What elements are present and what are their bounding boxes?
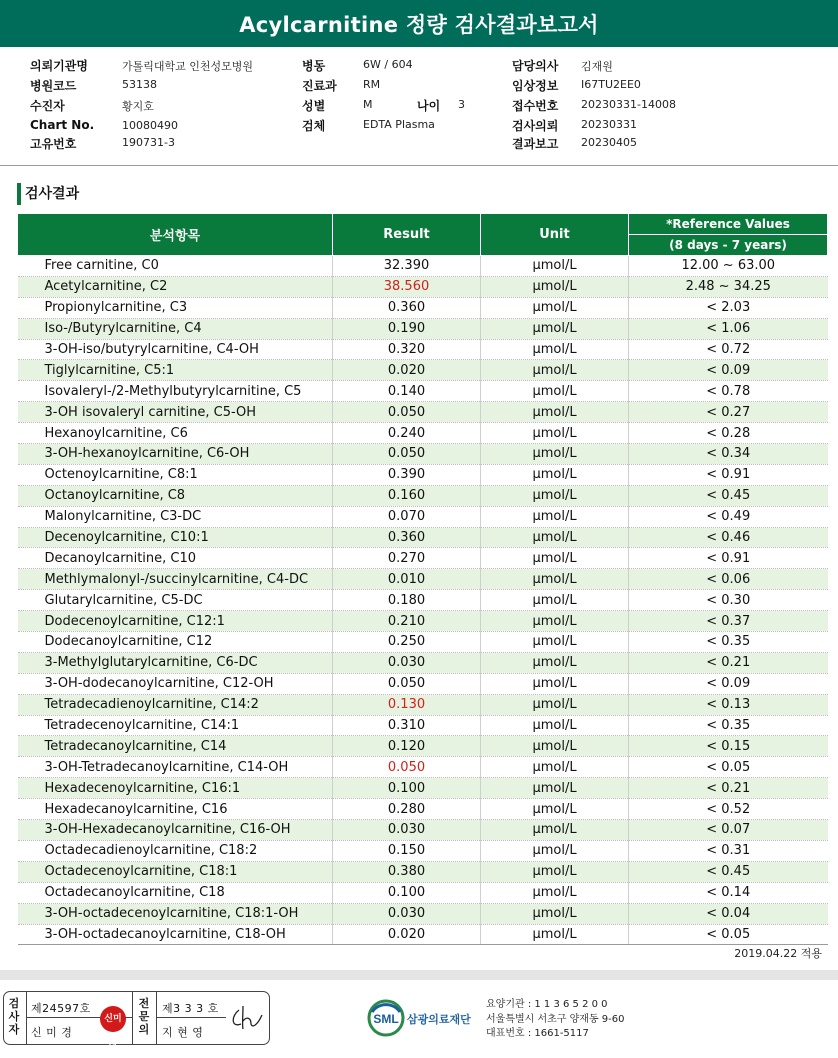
patient-value: 황지호 — [122, 100, 154, 113]
result-value: 0.160 — [333, 485, 481, 506]
unit-value: μmol/L — [481, 276, 629, 297]
analyte-name: Iso-/Butyrylcarnitine, C4 — [18, 318, 333, 339]
unit-value: μmol/L — [481, 444, 629, 465]
request-date-label: 검사의뢰 — [512, 119, 559, 133]
result-value: 0.030 — [333, 652, 481, 673]
unit-value: μmol/L — [481, 715, 629, 736]
result-value: 0.280 — [333, 799, 481, 820]
results-table — [17, 213, 828, 945]
analyte-name: 3-OH-Tetradecanoylcarnitine, C14-OH — [18, 757, 333, 778]
department-label: 진료과 — [302, 79, 337, 93]
result-value: 0.150 — [333, 840, 481, 861]
reference-value: < 0.91 — [629, 464, 828, 485]
analyte-name: Propionylcarnitine, C3 — [18, 297, 333, 318]
analyte-name: Octadecadienoylcarnitine, C18:2 — [18, 840, 333, 861]
unit-value: μmol/L — [481, 882, 629, 903]
result-value: 0.190 — [333, 318, 481, 339]
report-title: Acylcarnitine 정량 검사결과보고서 — [0, 0, 838, 47]
care-institution-number: 요양기관 : 1 1 3 6 5 2 0 0 — [486, 999, 608, 1010]
column-header-item: 분석항목 — [18, 214, 333, 256]
receipt-no-value: 20230331-14008 — [581, 98, 676, 111]
reference-value: < 0.30 — [629, 590, 828, 611]
table-row — [18, 673, 828, 694]
table-row — [18, 694, 828, 715]
result-value: 0.140 — [333, 381, 481, 402]
analyte-name: Hexadecanoylcarnitine, C16 — [18, 799, 333, 820]
analyte-name: Decenoylcarnitine, C10:1 — [18, 527, 333, 548]
result-value: 0.100 — [333, 778, 481, 799]
reviewer-label-divider — [156, 992, 157, 1044]
result-value: 0.380 — [333, 861, 481, 882]
chart-no-value: 10080490 — [122, 119, 178, 132]
reference-value: < 0.06 — [629, 569, 828, 590]
box-divider — [132, 992, 133, 1044]
analyte-name: 3-OH-hexanoylcarnitine, C6-OH — [18, 444, 333, 465]
table-row — [18, 548, 828, 569]
column-header-reference: *Reference Values — [629, 214, 828, 235]
reference-value: < 0.45 — [629, 861, 828, 882]
reference-value: < 0.52 — [629, 799, 828, 820]
footer-band — [0, 970, 838, 980]
contact-block — [486, 998, 625, 1042]
analyte-name: Octadecenoylcarnitine, C18:1 — [18, 861, 333, 882]
table-row — [18, 339, 828, 360]
result-value: 38.560 — [333, 276, 481, 297]
result-value: 0.020 — [333, 924, 481, 945]
unit-value: μmol/L — [481, 778, 629, 799]
unit-value: μmol/L — [481, 360, 629, 381]
reference-value: < 0.49 — [629, 506, 828, 527]
reference-value: < 0.37 — [629, 611, 828, 632]
reference-value: < 0.35 — [629, 632, 828, 653]
sex-label: 성별 — [302, 99, 326, 113]
table-row — [18, 464, 828, 485]
analyte-name: 3-OH-octadecanoylcarnitine, C18-OH — [18, 924, 333, 945]
analyte-name: Dodecanoylcarnitine, C12 — [18, 632, 333, 653]
sex-value: M — [363, 98, 373, 111]
clinical-info-label: 임상정보 — [512, 79, 559, 93]
unit-value: μmol/L — [481, 820, 629, 841]
analyte-name: Malonylcarnitine, C3-DC — [18, 506, 333, 527]
reference-value: < 0.07 — [629, 820, 828, 841]
analyte-name: Dodecenoylcarnitine, C12:1 — [18, 611, 333, 632]
doctor-value: 김재원 — [581, 60, 613, 73]
doctor-label: 담당의사 — [512, 59, 559, 73]
reference-value: < 2.03 — [629, 297, 828, 318]
analyte-name: 3-OH-octadecenoylcarnitine, C18:1-OH — [18, 903, 333, 924]
unit-value: μmol/L — [481, 527, 629, 548]
result-value: 0.360 — [333, 297, 481, 318]
reference-value: < 0.45 — [629, 485, 828, 506]
column-header-result: Result — [333, 214, 481, 256]
table-row — [18, 360, 828, 381]
unit-value: μmol/L — [481, 840, 629, 861]
reference-value: < 0.09 — [629, 360, 828, 381]
reference-value: < 0.14 — [629, 882, 828, 903]
unit-value: μmol/L — [481, 381, 629, 402]
result-value: 0.250 — [333, 632, 481, 653]
tester-label: 검사자 — [8, 997, 20, 1036]
table-row — [18, 444, 828, 465]
reference-value: < 0.28 — [629, 423, 828, 444]
analyte-name: Free carnitine, C0 — [18, 256, 333, 277]
table-row — [18, 820, 828, 841]
unit-value: μmol/L — [481, 673, 629, 694]
unit-value: μmol/L — [481, 799, 629, 820]
department-value: RM — [363, 78, 381, 91]
table-row — [18, 652, 828, 673]
unique-no-value: 190731-3 — [122, 136, 175, 149]
sml-logo-icon — [366, 998, 406, 1038]
analyte-name: Glutarylcarnitine, C5-DC — [18, 590, 333, 611]
logo-text: 삼광의료재단 — [407, 1013, 471, 1026]
unit-value: μmol/L — [481, 861, 629, 882]
tester-name: 신 미 경 — [31, 1026, 73, 1039]
unit-value: μmol/L — [481, 423, 629, 444]
column-header-reference-range: (8 days - 7 years) — [629, 235, 828, 256]
analyte-name: Tetradecanoylcarnitine, C14 — [18, 736, 333, 757]
unit-value: μmol/L — [481, 632, 629, 653]
table-row — [18, 276, 828, 297]
reference-value: < 0.04 — [629, 903, 828, 924]
result-value: 0.360 — [333, 527, 481, 548]
table-row — [18, 527, 828, 548]
specimen-label: 검체 — [302, 119, 326, 133]
report-date-value: 20230405 — [581, 136, 637, 149]
unit-value: μmol/L — [481, 736, 629, 757]
analyte-name: 3-Methylglutarylcarnitine, C6-DC — [18, 652, 333, 673]
reference-value: < 0.35 — [629, 715, 828, 736]
analyte-name: 3-OH isovaleryl carnitine, C5-OH — [18, 402, 333, 423]
unit-value: μmol/L — [481, 464, 629, 485]
result-value: 0.210 — [333, 611, 481, 632]
unit-value: μmol/L — [481, 485, 629, 506]
result-value: 0.020 — [333, 360, 481, 381]
unit-value: μmol/L — [481, 548, 629, 569]
table-row — [18, 590, 828, 611]
unit-value: μmol/L — [481, 924, 629, 945]
result-value: 0.390 — [333, 464, 481, 485]
signature-box — [3, 991, 270, 1050]
analyte-name: Tetradecadienoylcarnitine, C14:2 — [18, 694, 333, 715]
reference-value: < 0.27 — [629, 402, 828, 423]
reference-value: 2.48 ~ 34.25 — [629, 276, 828, 297]
table-row — [18, 485, 828, 506]
logo-abbr: SML — [373, 1012, 399, 1026]
table-row — [18, 402, 828, 423]
unit-value: μmol/L — [481, 402, 629, 423]
analyte-name: Isovaleryl-/2-Methylbutyrylcarnitine, C5 — [18, 381, 333, 402]
unit-value: μmol/L — [481, 590, 629, 611]
reference-value: < 0.13 — [629, 694, 828, 715]
reference-value: < 0.09 — [629, 673, 828, 694]
result-value: 0.050 — [333, 402, 481, 423]
reviewer-row-divider — [156, 1017, 226, 1018]
result-value: 0.050 — [333, 444, 481, 465]
unit-value: μmol/L — [481, 318, 629, 339]
tester-label-divider — [26, 992, 27, 1044]
analyte-name: Decanoylcarnitine, C10 — [18, 548, 333, 569]
reference-value: 12.00 ~ 63.00 — [629, 256, 828, 277]
unit-value: μmol/L — [481, 903, 629, 924]
result-value: 0.310 — [333, 715, 481, 736]
tester-seal-stamp: 신미경 — [100, 1006, 126, 1032]
table-row — [18, 297, 828, 318]
unit-value: μmol/L — [481, 757, 629, 778]
table-row — [18, 778, 828, 799]
receipt-no-label: 접수번호 — [512, 99, 559, 113]
unit-value: μmol/L — [481, 297, 629, 318]
result-value: 0.050 — [333, 757, 481, 778]
patient-info-block — [0, 55, 838, 151]
reference-value: < 0.15 — [629, 736, 828, 757]
institution-value: 가톨릭대학교 인천성모병원 — [122, 60, 254, 73]
analyte-name: Hexadecenoylcarnitine, C16:1 — [18, 778, 333, 799]
table-row — [18, 799, 828, 820]
table-row — [18, 611, 828, 632]
unit-value: μmol/L — [481, 694, 629, 715]
reference-value: < 0.21 — [629, 652, 828, 673]
analyte-name: Octenoylcarnitine, C8:1 — [18, 464, 333, 485]
table-row — [18, 861, 828, 882]
table-row — [18, 569, 828, 590]
analyte-name: Tetradecenoylcarnitine, C14:1 — [18, 715, 333, 736]
hospital-code-label: 병원코드 — [30, 79, 77, 93]
ward-value: 6W / 604 — [363, 58, 413, 71]
reference-value: < 0.34 — [629, 444, 828, 465]
unique-no-label: 고유번호 — [30, 137, 77, 151]
result-value: 0.120 — [333, 736, 481, 757]
result-value: 0.180 — [333, 590, 481, 611]
result-value: 0.070 — [333, 506, 481, 527]
unit-value: μmol/L — [481, 569, 629, 590]
table-row — [18, 381, 828, 402]
patient-label: 수진자 — [30, 99, 65, 113]
analyte-name: Octanoylcarnitine, C8 — [18, 485, 333, 506]
analyte-name: Acetylcarnitine, C2 — [18, 276, 333, 297]
reference-value: < 0.46 — [629, 527, 828, 548]
analyte-name: 3-OH-dodecanoylcarnitine, C12-OH — [18, 673, 333, 694]
unit-value: μmol/L — [481, 652, 629, 673]
report-date-label: 결과보고 — [512, 137, 559, 151]
applied-date-note: 2019.04.22 적용 — [734, 947, 822, 960]
table-row — [18, 903, 828, 924]
clinical-info-value: I67TU2EE0 — [581, 78, 641, 91]
request-date-value: 20230331 — [581, 118, 637, 131]
unit-value: μmol/L — [481, 339, 629, 360]
reviewer-license: 제3 3 3 호 — [162, 1002, 219, 1015]
tester-license: 제24597호 — [31, 1002, 91, 1015]
phone-number: 대표번호 : 1661-5117 — [486, 1028, 589, 1039]
results-body — [18, 256, 828, 945]
ward-label: 병동 — [302, 59, 326, 73]
result-value: 0.240 — [333, 423, 481, 444]
section-title: 검사결과 — [25, 186, 80, 202]
institution-label: 의뢰기관명 — [30, 59, 88, 73]
result-value: 0.050 — [333, 673, 481, 694]
reference-value: < 0.91 — [629, 548, 828, 569]
analyte-name: Tiglylcarnitine, C5:1 — [18, 360, 333, 381]
table-row — [18, 715, 828, 736]
table-row — [18, 736, 828, 757]
table-row — [18, 423, 828, 444]
result-value: 0.030 — [333, 820, 481, 841]
table-row — [18, 256, 828, 277]
reference-value: < 0.72 — [629, 339, 828, 360]
analyte-name: 3-OH-iso/butyrylcarnitine, C4-OH — [18, 339, 333, 360]
analyte-name: Octadecanoylcarnitine, C18 — [18, 882, 333, 903]
header-divider — [0, 165, 838, 166]
unit-value: μmol/L — [481, 506, 629, 527]
age-value: 3 — [458, 98, 465, 111]
analyte-name: Methlymalonyl-/succinylcarnitine, C4-DC — [18, 569, 333, 590]
reviewer-signature — [229, 1002, 265, 1032]
unit-value: μmol/L — [481, 611, 629, 632]
result-value: 0.130 — [333, 694, 481, 715]
reference-value: < 0.05 — [629, 757, 828, 778]
result-value: 0.010 — [333, 569, 481, 590]
table-row — [18, 924, 828, 945]
unit-value: μmol/L — [481, 256, 629, 277]
reference-value: < 0.31 — [629, 840, 828, 861]
reference-value: < 0.21 — [629, 778, 828, 799]
table-row — [18, 840, 828, 861]
result-value: 0.270 — [333, 548, 481, 569]
reference-value: < 0.05 — [629, 924, 828, 945]
result-value: 32.390 — [333, 256, 481, 277]
reference-value: < 0.78 — [629, 381, 828, 402]
table-row — [18, 632, 828, 653]
analyte-name: Hexanoylcarnitine, C6 — [18, 423, 333, 444]
result-value: 0.320 — [333, 339, 481, 360]
table-row — [18, 506, 828, 527]
column-header-unit: Unit — [481, 214, 629, 256]
reviewer-label: 전문의 — [138, 997, 150, 1036]
table-row — [18, 757, 828, 778]
result-value: 0.100 — [333, 882, 481, 903]
table-row — [18, 882, 828, 903]
address: 서울특별시 서초구 양재동 9-60 — [486, 1013, 625, 1025]
hospital-code-value: 53138 — [122, 78, 157, 91]
reviewer-name: 지 현 영 — [162, 1026, 204, 1039]
age-label: 나이 — [417, 99, 441, 113]
specimen-value: EDTA Plasma — [363, 118, 435, 131]
chart-no-label: Chart No. — [30, 118, 95, 132]
result-value: 0.030 — [333, 903, 481, 924]
reference-value: < 1.06 — [629, 318, 828, 339]
table-row — [18, 318, 828, 339]
analyte-name: 3-OH-Hexadecanoylcarnitine, C16-OH — [18, 820, 333, 841]
